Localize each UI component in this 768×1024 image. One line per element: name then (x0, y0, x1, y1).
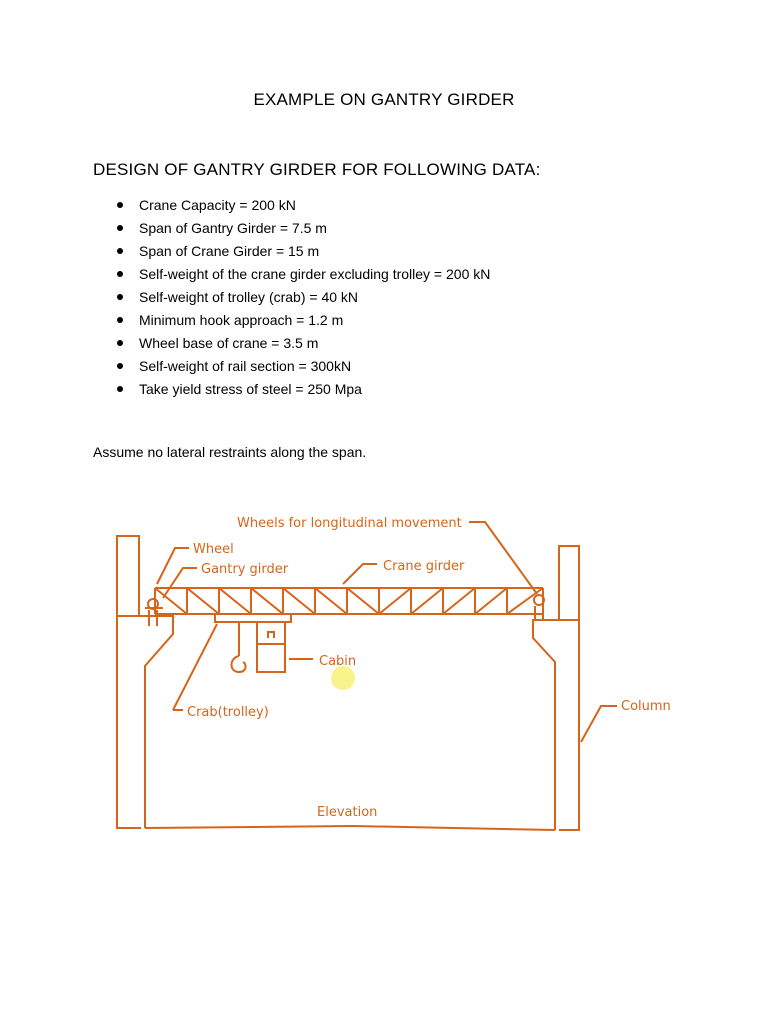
label-cabin: Cabin (319, 654, 357, 669)
gantry-elevation-figure (93, 506, 676, 837)
assumption-note: Assume no lateral restraints along the span. (93, 444, 367, 460)
list-item: Crane Capacity = 200 kN (93, 194, 490, 217)
wheels-leader (469, 522, 537, 594)
cabin-box (257, 622, 285, 672)
left-column-top (117, 536, 139, 616)
label-crane-girder: Crane girder (383, 559, 465, 574)
label-crab: Crab(trolley) (187, 705, 269, 720)
left-column-inner (117, 616, 173, 828)
page-title: EXAMPLE ON GANTRY GIRDER (253, 90, 515, 109)
truss-diagonals (155, 588, 543, 614)
label-elevation: Elevation (317, 805, 378, 820)
left-column-outer (117, 616, 141, 828)
list-item: Take yield stress of steel = 250 Mpa (93, 378, 490, 401)
label-wheel: Wheel (193, 542, 234, 557)
list-item: Self-weight of rail section = 300kN (93, 355, 490, 378)
list-item: Span of Gantry Girder = 7.5 m (93, 217, 490, 240)
list-item: Wheel base of crane = 3.5 m (93, 332, 490, 355)
hook (232, 656, 246, 672)
list-item: Minimum hook approach = 1.2 m (93, 309, 490, 332)
cabin-operator (268, 632, 274, 638)
floor-line (145, 826, 555, 830)
list-item: Span of Crane Girder = 15 m (93, 240, 490, 263)
right-column-top (559, 546, 579, 620)
crab-frame (215, 614, 291, 622)
gantry-leader (163, 568, 197, 598)
label-wheels: Wheels for longitudinal movement (237, 516, 462, 531)
right-column-inner (533, 620, 579, 830)
column-leader (581, 706, 617, 742)
crab-leader (173, 624, 217, 710)
list-item: Self-weight of the crane girder excluding trolley = 200 kN (93, 263, 490, 286)
section-heading: DESIGN OF GANTRY GIRDER FOR FOLLOWING DATA: (93, 160, 541, 179)
wheel-leader (157, 548, 189, 584)
label-column: Column (621, 699, 671, 714)
design-data-list (93, 194, 490, 401)
crane-leader (343, 564, 377, 584)
label-gantry-girder: Gantry girder (201, 562, 289, 577)
gantry-elevation-diagram (93, 506, 676, 837)
right-column-outer (559, 620, 579, 830)
cursor-highlight (331, 666, 355, 690)
list-item: Self-weight of trolley (crab) = 40 kN (93, 286, 490, 309)
